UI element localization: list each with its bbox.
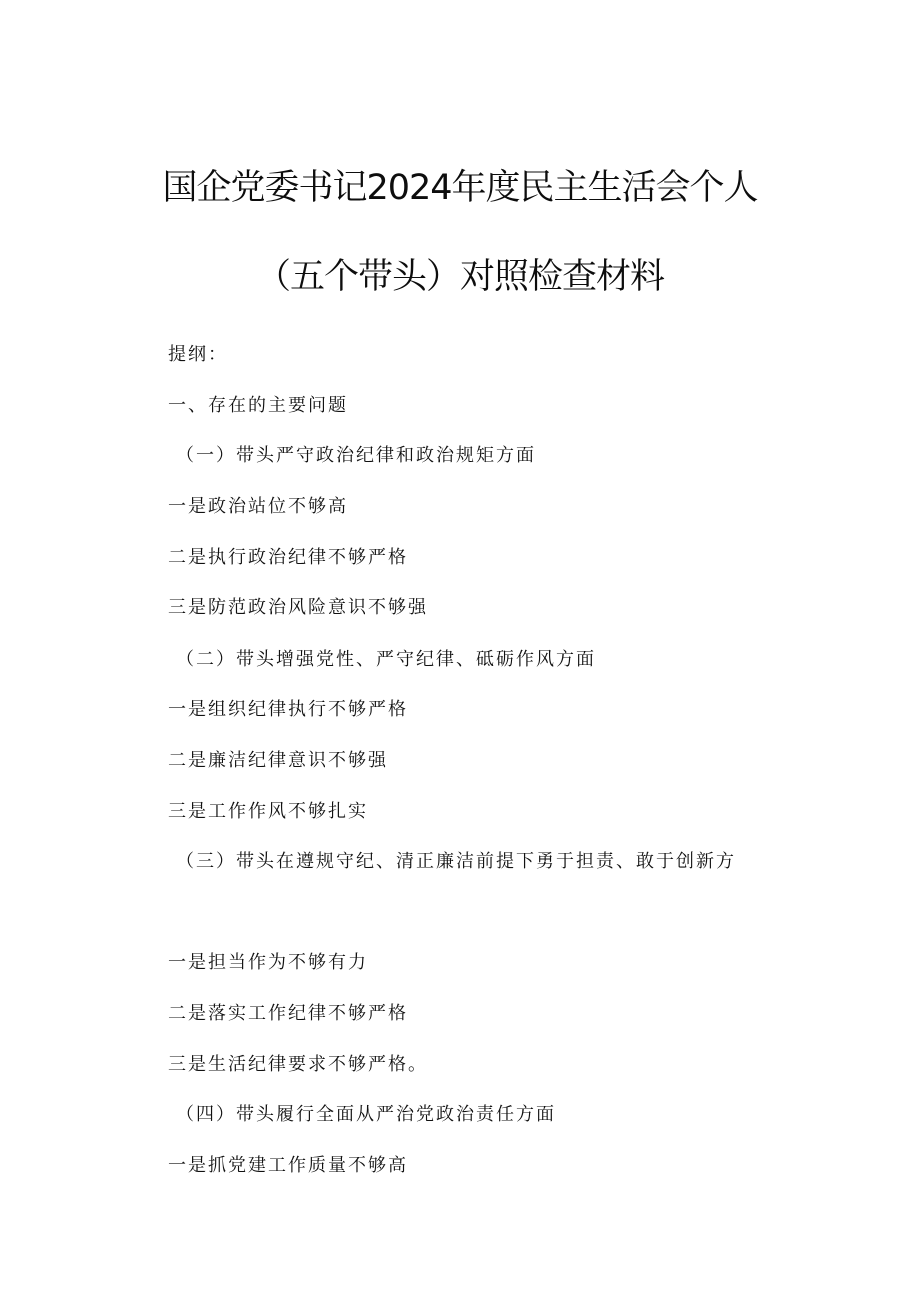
list-item: 三是工作作风不够扎实 <box>168 801 368 822</box>
outline-label: 提纲： <box>168 344 228 365</box>
list-item: 一是抓党建工作质量不够高 <box>168 1155 408 1176</box>
subsection-heading-4: （四）带头履行全面从严治党政治责任方面 <box>176 1104 556 1125</box>
subsection-heading-2: （二）带头增强党性、严守纪律、砥砺作风方面 <box>176 649 596 670</box>
list-item: 一是政治站位不够高 <box>168 496 348 517</box>
document-title-line-1: 国企党委书记2024年度民主生活会个人 <box>162 168 758 208</box>
list-item: 一是组织纪律执行不够严格 <box>168 699 408 720</box>
list-item: 一是担当作为不够有力 <box>168 952 368 973</box>
list-item: 二是廉洁纪律意识不够强 <box>168 750 388 771</box>
list-item: 三是生活纪律要求不够严格。 <box>168 1054 428 1075</box>
section-heading: 一、存在的主要问题 <box>168 395 348 416</box>
subsection-heading-3: （三）带头在遵规守纪、清正廉洁前提下勇于担责、敢于创新方 <box>176 851 736 872</box>
list-item: 二是执行政治纪律不够严格 <box>168 547 408 568</box>
list-item: 二是落实工作纪律不够严格 <box>168 1003 408 1024</box>
list-item: 三是防范政治风险意识不够强 <box>168 597 428 618</box>
subsection-heading-1: （一）带头严守政治纪律和政治规矩方面 <box>176 445 536 466</box>
document-title-line-2: （五个带头）对照检查材料 <box>255 257 664 297</box>
